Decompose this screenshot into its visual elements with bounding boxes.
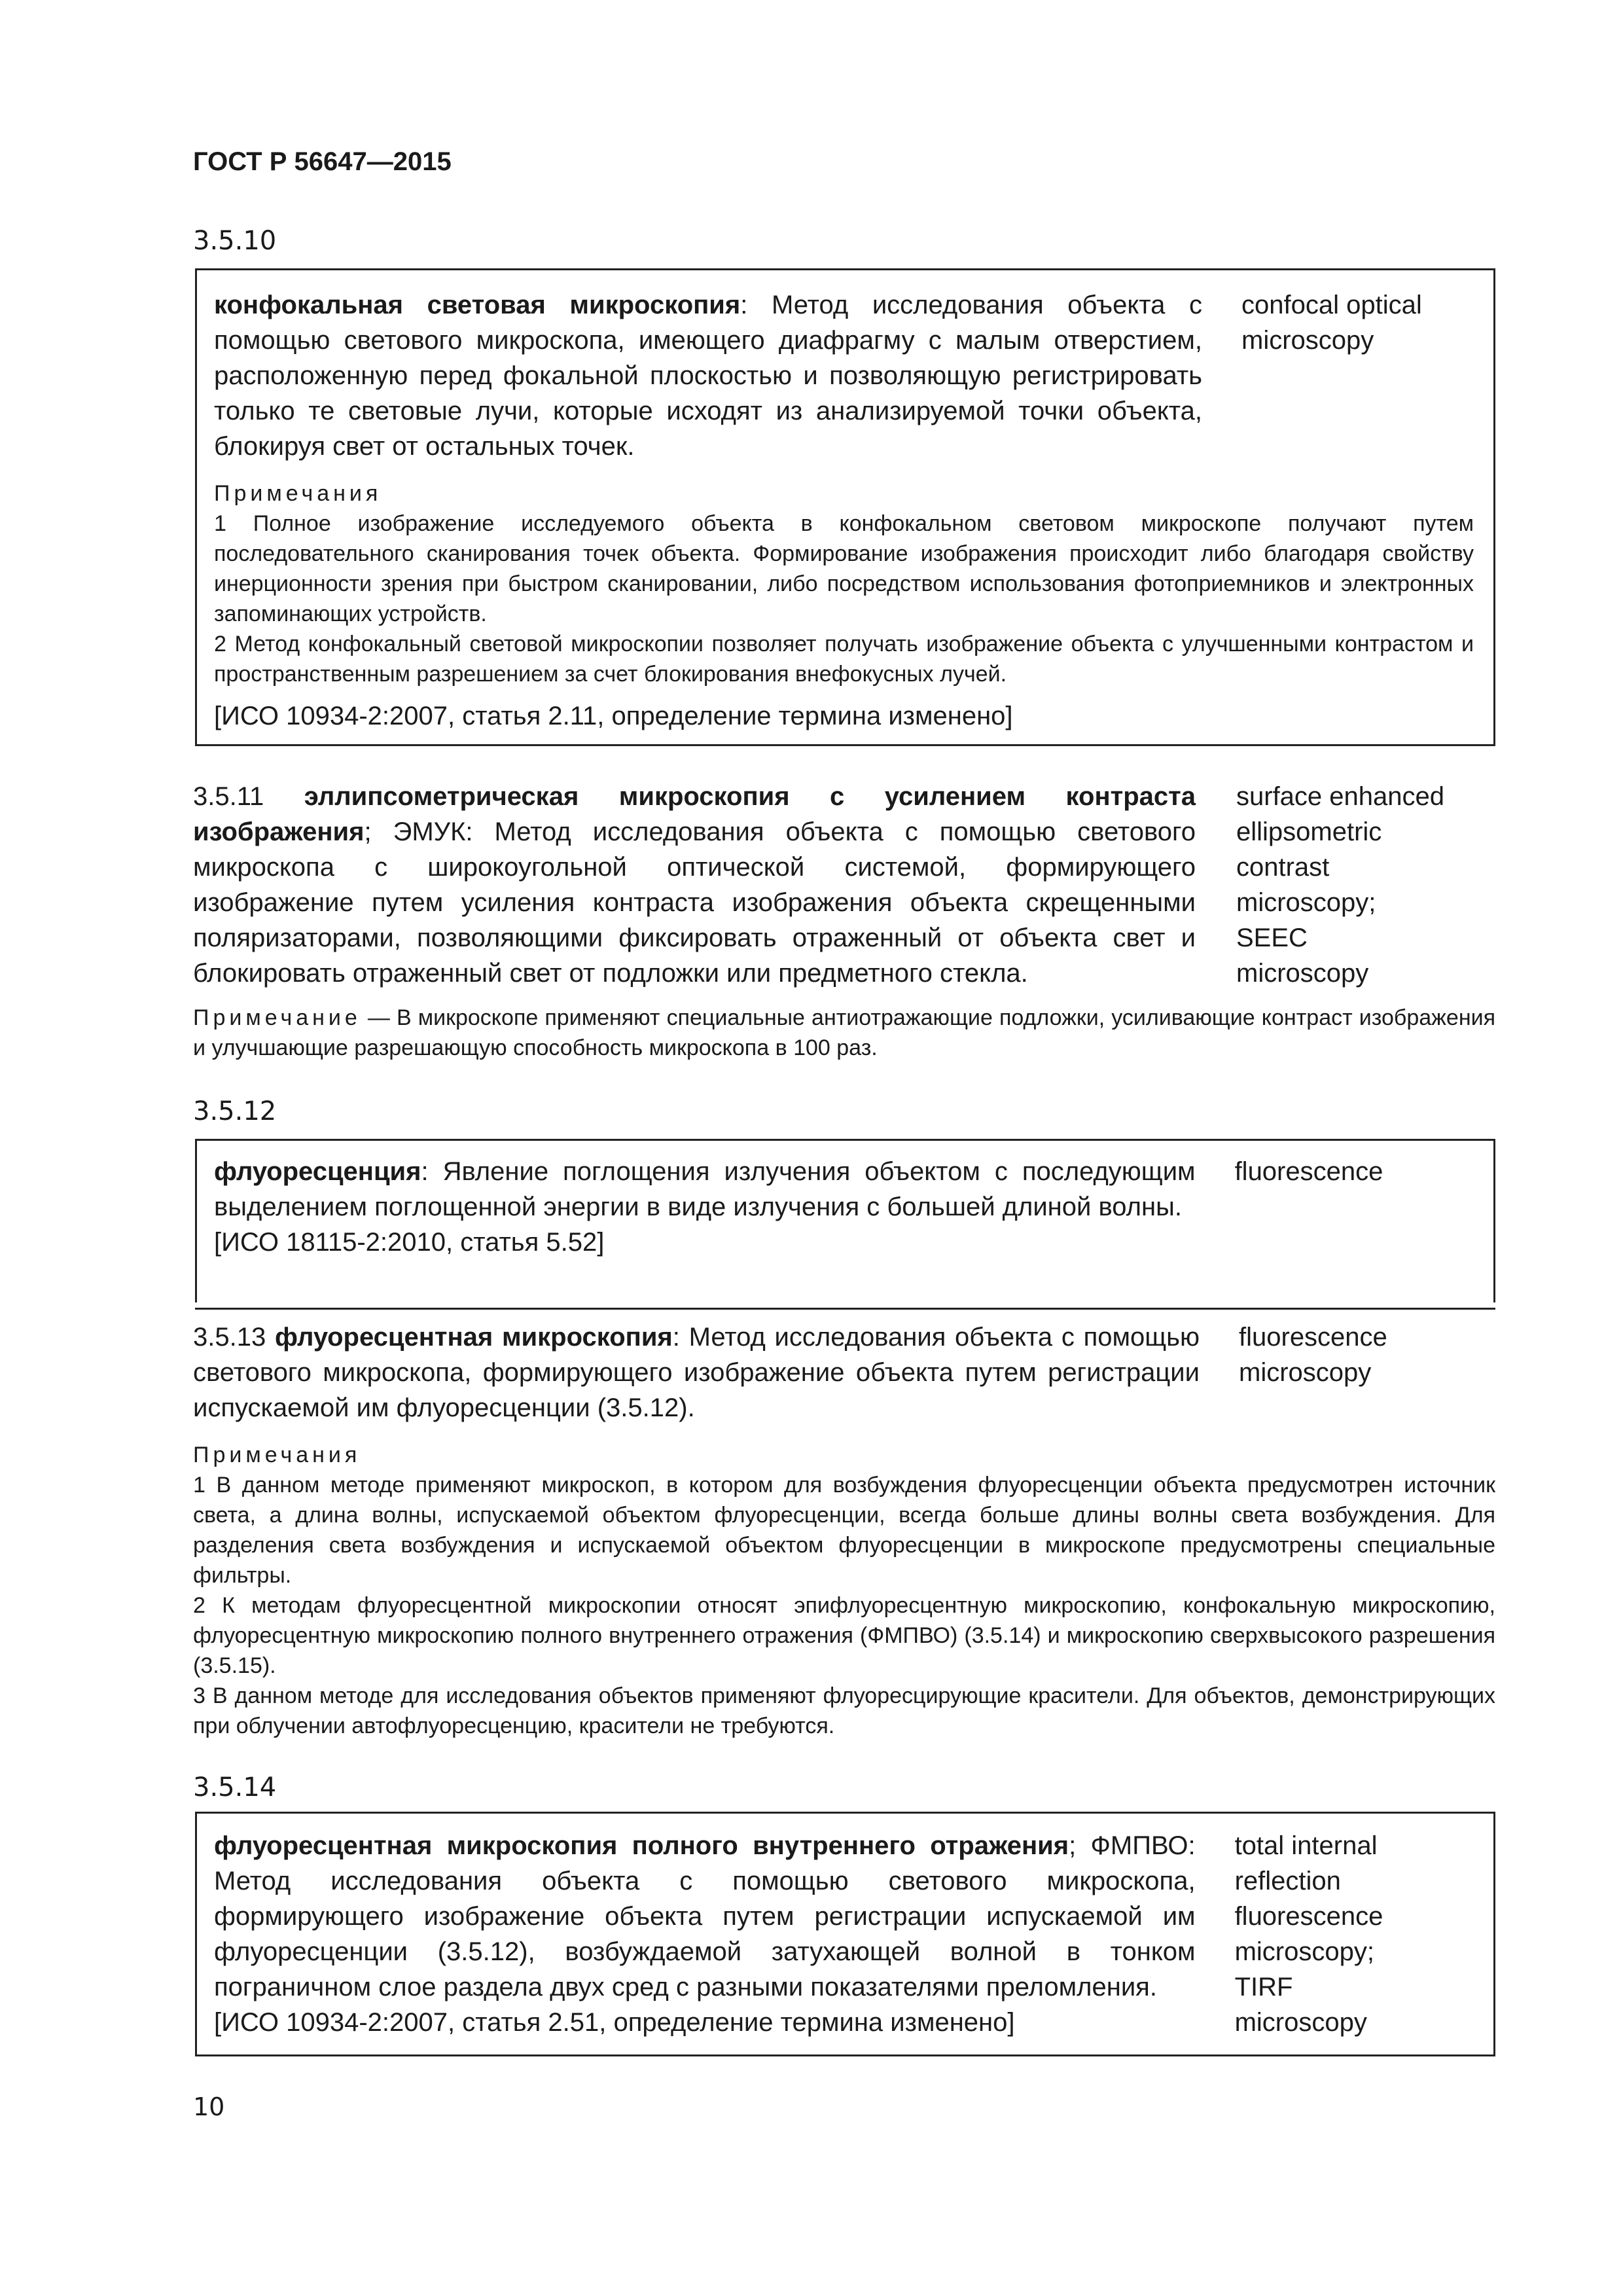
- section-number: 3.5.13: [193, 1323, 266, 1352]
- divider: [195, 1308, 1495, 1310]
- term: эллипсометрическая микроскопия с усилением контраста изображения: [193, 782, 1196, 846]
- english-term: [1235, 1828, 1475, 2040]
- english-term-line: total internal: [1234, 1831, 1378, 1860]
- english-term: fluorescence: [1234, 1157, 1383, 1186]
- page-number: 10: [193, 2092, 225, 2121]
- english-term-line: microscopy: [1236, 959, 1369, 988]
- section-number: 3.5.14: [193, 1772, 277, 1803]
- note-text: — В микроскопе применяют специальные антиотражающие подложки, усиливающие контраст изображения и улучшающие разрешающую способность микроскопа в 100 раз.: [193, 1005, 1495, 1060]
- english-term: fluorescence microscopy: [1239, 1323, 1387, 1387]
- term-entry-3511: [193, 779, 1495, 1063]
- section-number: 3.5.11: [193, 782, 264, 811]
- source-reference: [ИСО 10934-2:2007, статья 2.11, определение термина изменено]: [214, 702, 1013, 730]
- english-term-line: SEEC: [1236, 924, 1308, 952]
- note: [193, 1003, 1495, 1063]
- english-term-line: contrast: [1236, 853, 1330, 882]
- source-reference: [ИСО 18115-2:2010, статья 5.52]: [214, 1228, 605, 1257]
- english-term-line: microscopy;: [1234, 1937, 1374, 1966]
- note-label: Примечание: [193, 1005, 361, 1030]
- term-entry-3513: [193, 1319, 1495, 1741]
- term-box-3510: [195, 268, 1495, 746]
- english-term: confocal optical microscopy: [1241, 291, 1422, 355]
- note: 2 Метод конфокальный световой микроскопии позволяет получать изображение объекта с улучшенными контрастом и пространственным разрешением за счет блокирования внефокусных лучей.: [214, 632, 1474, 687]
- english-term-line: TIRF: [1234, 1973, 1293, 2001]
- note: 3 В данном методе для исследования объектов применяют флуоресцирующие красители. Для объектов, демонстрирующих при облучении автофлуоресценцию, красители не требуются.: [193, 1683, 1495, 1738]
- term-box-3512: [195, 1139, 1495, 1302]
- source-reference: [ИСО 10934-2:2007, статья 2.51, определение термина изменено]: [214, 2008, 1015, 2037]
- definition: [193, 779, 1196, 991]
- term: флуоресцентная микроскопия полного внутреннего отражения: [214, 1831, 1069, 1860]
- note: 1 В данном методе применяют микроскоп, в котором для возбуждения флуоресценции объекта предусмотрен источник света, а длина волны, испускаемой объектом флуоресценции, всегда больше длины волны света возбуждения. Для разделения света возбуждения и испускаемой объектом флуоресценции в микроскопе предусмотрены специальные фильтры.: [193, 1473, 1495, 1588]
- english-term-line: surface enhanced: [1236, 782, 1445, 811]
- english-term-line: fluorescence: [1234, 1902, 1383, 1931]
- definition: [214, 1828, 1196, 2040]
- term-box-3514: [195, 1812, 1495, 2056]
- term-row: [193, 779, 1495, 991]
- english-term: [1236, 779, 1478, 991]
- definition: [214, 287, 1202, 464]
- definition: [193, 1319, 1200, 1426]
- english-term-line: microscopy: [1234, 2008, 1367, 2037]
- definition: [214, 1154, 1196, 1260]
- term-row: [193, 1319, 1495, 1426]
- term-row: [214, 1154, 1475, 1260]
- notes-heading: Примечания: [214, 481, 382, 506]
- section-number: 3.5.12: [193, 1096, 277, 1126]
- note: 1 Полное изображение исследуемого объекта в конфокальном световом микроскопе получают путем последовательного сканирования точек объекта. Формирование изображения происходит либо благодаря свойству инерционности зрения при быстром сканировании, либо посредством использования фотоприемников и электронных запоминающих устройств.: [214, 511, 1474, 626]
- term-row: [214, 1828, 1475, 2040]
- definition-text: : Метод исследования объекта с помощью светового микроскопа, имеющего диафрагму с малым отверстием, расположенную перед фокальной плоскостью и позволяющую регистрировать только те световые лучи, которые исходят из анализируемой точки объекта, блокируя свет от остальных точек.: [214, 291, 1202, 461]
- definition-text: ; ФМПВО: Метод исследования объекта с помощью светового микроскопа, формирующего изображение объекта путем регистрации испускаемой им флуоресценции (3.5.12), возбуждаемой затухающей волной в тонком пограничном слое раздела двух сред с разными показателями преломления.: [214, 1831, 1196, 2001]
- notes-heading: Примечания: [193, 1443, 361, 1467]
- document-header: ГОСТ Р 56647—2015: [193, 147, 452, 176]
- english-term-line: microscopy;: [1236, 888, 1376, 917]
- term: конфокальная световая микроскопия: [214, 291, 741, 319]
- definition-text: ; ЭМУК: Метод исследования объекта с помощью светового микроскопа с широкоугольной оптической системой, формирующего изображение путем усиления контраста изображения объекта скрещенными поляризаторами, позволяющими фиксировать отраженный от объекта свет и блокировать отраженный свет от подложки или предметного стекла.: [193, 817, 1196, 988]
- note: 2 К методам флуоресцентной микроскопии относят эпифлуоресцентную микроскопию, конфокальную микроскопию, флуоресцентную микроскопию полного внутреннего отражения (ФМПВО) (3.5.14) и микроскопию сверхвысокого разрешения (3.5.15).: [193, 1593, 1495, 1678]
- definition-text: : Явление поглощения излучения объектом с последующим выделением поглощенной энергии в виде излучения с большей длиной волны.: [214, 1157, 1196, 1221]
- english-term-line: reflection: [1234, 1867, 1341, 1895]
- english-term-line: ellipsometric: [1236, 817, 1382, 846]
- term: флуоресценция: [214, 1157, 421, 1186]
- term-row: [214, 287, 1475, 464]
- section-number: 3.5.10: [193, 226, 277, 256]
- term: флуоресцентная микроскопия: [274, 1323, 673, 1352]
- definition-text: : Метод исследования объекта с помощью светового микроскопа, формирующего изображение объекта путем регистрации испускаемой им флуоресценции (3.5.12).: [193, 1323, 1200, 1422]
